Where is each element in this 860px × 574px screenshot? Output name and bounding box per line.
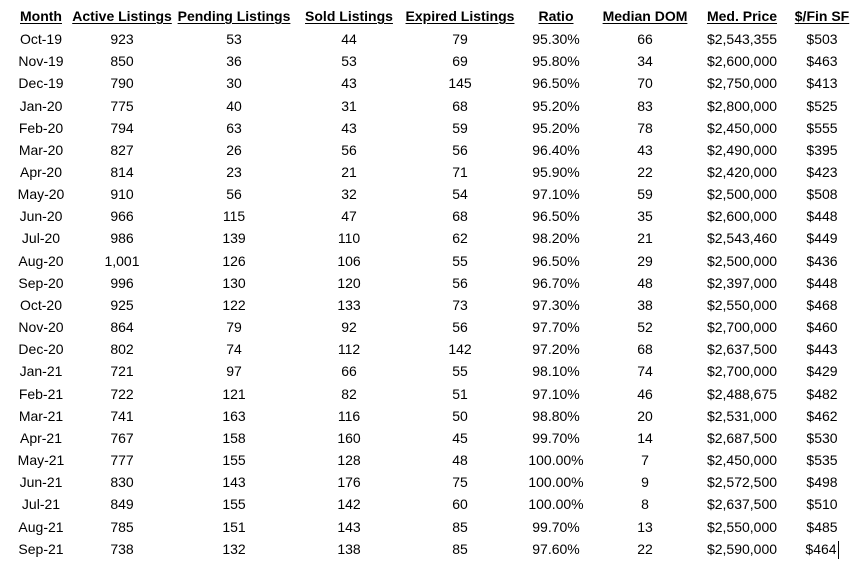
cell-active-listings: 923: [110, 31, 134, 48]
cell-pending-listings: 155: [222, 496, 246, 513]
cell-expired-listings: 145: [448, 75, 472, 92]
cell-pending-listings: 130: [222, 274, 246, 291]
cell-med-price: $2,490,000: [706, 141, 778, 158]
cell-ratio: 97.60%: [532, 540, 580, 557]
cell-med-price: $2,500,000: [706, 186, 778, 203]
cell-med-price: $2,700,000: [706, 363, 778, 380]
cell-active-listings: 721: [110, 363, 134, 380]
cell-price-per-fin-sf: $498: [806, 474, 838, 491]
table-row: [12, 250, 854, 272]
cell-sold-listings: 56: [341, 141, 357, 158]
cell-active-listings: 849: [110, 496, 134, 513]
cell-month: Dec-20: [18, 341, 64, 358]
cell-sold-listings: 21: [341, 164, 357, 181]
table-row: [12, 272, 854, 294]
table-row: [12, 294, 854, 316]
cell-month: Nov-19: [18, 53, 64, 70]
cell-price-per-fin-sf: $436: [806, 252, 838, 269]
cell-month: Apr-21: [19, 429, 63, 446]
cell-price-per-fin-sf: $510: [806, 496, 838, 513]
cell-ratio: 95.20%: [532, 119, 580, 136]
table-row: [12, 493, 854, 515]
cell-median-dom: 13: [637, 518, 653, 535]
cell-ratio: 96.50%: [532, 75, 580, 92]
cell-pending-listings: 97: [226, 363, 242, 380]
cell-med-price: $2,500,000: [706, 252, 778, 269]
cell-active-listings: 738: [110, 540, 134, 557]
cell-month: Sep-20: [18, 274, 64, 291]
cell-median-dom: 29: [637, 252, 653, 269]
cell-median-dom: 74: [637, 363, 653, 380]
cell-expired-listings: 59: [452, 119, 468, 136]
cell-med-price: $2,488,675: [706, 385, 778, 402]
cell-ratio: 100.00%: [528, 496, 584, 513]
cell-expired-listings: 48: [452, 452, 468, 469]
table-row: [12, 50, 854, 72]
cell-med-price: $2,543,460: [706, 230, 778, 247]
cell-expired-listings: 51: [452, 385, 468, 402]
cell-month: Jan-21: [19, 363, 63, 380]
cell-ratio: 95.80%: [532, 53, 580, 70]
cell-ratio: 100.00%: [528, 474, 584, 491]
table-row: [12, 471, 854, 493]
cell-price-per-fin-sf: $535: [806, 452, 838, 469]
cell-median-dom: 78: [637, 119, 653, 136]
cell-expired-listings: 73: [452, 296, 468, 313]
cell-active-listings: 790: [110, 75, 134, 92]
cell-price-per-fin-sf: $468: [806, 296, 838, 313]
cell-sold-listings: 31: [341, 97, 357, 114]
text-cursor: [838, 541, 839, 559]
table-row: [12, 183, 854, 205]
cell-sold-listings: 32: [341, 186, 357, 203]
cell-median-dom: 21: [637, 230, 653, 247]
cell-expired-listings: 68: [452, 208, 468, 225]
cell-expired-listings: 50: [452, 407, 468, 424]
cell-ratio: 95.90%: [532, 164, 580, 181]
cell-ratio: 99.70%: [532, 429, 580, 446]
cell-med-price: $2,450,000: [706, 119, 778, 136]
cell-active-listings: 864: [110, 319, 134, 336]
cell-month: Aug-21: [18, 518, 64, 535]
cell-sold-listings: 116: [337, 407, 361, 424]
cell-expired-listings: 55: [452, 252, 468, 269]
cell-price-per-fin-sf: $413: [806, 75, 838, 92]
cell-median-dom: 38: [637, 296, 653, 313]
cell-median-dom: 83: [637, 97, 653, 114]
cell-month: Feb-20: [18, 119, 64, 136]
cell-med-price: $2,637,500: [706, 496, 778, 513]
cell-price-per-fin-sf: $463: [806, 53, 838, 70]
market-stats-table: [12, 4, 854, 560]
cell-month: Jul-20: [21, 230, 61, 247]
cell-active-listings: 741: [110, 407, 134, 424]
cell-pending-listings: 40: [226, 97, 242, 114]
cell-price-per-fin-sf: $462: [806, 407, 838, 424]
cell-sold-listings: 43: [341, 119, 357, 136]
header-month: Month: [20, 8, 62, 24]
cell-med-price: $2,550,000: [706, 296, 778, 313]
cell-med-price: $2,420,000: [706, 164, 778, 181]
cell-median-dom: 34: [637, 53, 653, 70]
cell-active-listings: 775: [110, 97, 134, 114]
cell-ratio: 97.10%: [532, 186, 580, 203]
cell-pending-listings: 74: [226, 341, 242, 358]
cell-sold-listings: 120: [337, 274, 361, 291]
cell-med-price: $2,637,500: [706, 341, 778, 358]
cell-pending-listings: 139: [222, 230, 246, 247]
cell-expired-listings: 54: [452, 186, 468, 203]
cell-ratio: 96.70%: [532, 274, 580, 291]
header-row: [12, 4, 854, 28]
cell-med-price: $2,531,000: [706, 407, 778, 424]
cell-median-dom: 52: [637, 319, 653, 336]
cell-price-per-fin-sf: $555: [806, 119, 838, 136]
cell-pending-listings: 23: [226, 164, 242, 181]
cell-median-dom: 20: [637, 407, 653, 424]
table-row: [12, 538, 854, 560]
cell-price-per-fin-sf: $443: [806, 341, 838, 358]
cell-sold-listings: 143: [337, 518, 361, 535]
cell-expired-listings: 85: [452, 540, 468, 557]
cell-expired-listings: 60: [452, 496, 468, 513]
cell-ratio: 95.20%: [532, 97, 580, 114]
cell-expired-listings: 85: [452, 518, 468, 535]
cell-median-dom: 14: [637, 429, 653, 446]
cell-expired-listings: 79: [452, 31, 468, 48]
cell-active-listings: 794: [110, 119, 134, 136]
table-row: [12, 227, 854, 249]
cell-median-dom: 35: [637, 208, 653, 225]
cell-pending-listings: 115: [222, 208, 246, 225]
cell-month: Jul-21: [21, 496, 61, 513]
cell-median-dom: 22: [637, 164, 653, 181]
cell-active-listings: 722: [110, 385, 134, 402]
table-row: [12, 360, 854, 382]
cell-pending-listings: 132: [222, 540, 246, 557]
cell-month: Oct-20: [19, 296, 62, 313]
cell-active-listings: 966: [110, 208, 134, 225]
cell-month: Oct-19: [19, 31, 62, 48]
cell-med-price: $2,450,000: [706, 452, 778, 469]
cell-active-listings: 910: [110, 186, 134, 203]
cell-ratio: 95.30%: [532, 31, 580, 48]
cell-ratio: 98.10%: [532, 363, 580, 380]
cell-pending-listings: 121: [222, 385, 246, 402]
table-row: [12, 72, 854, 94]
cell-month: Sep-21: [18, 540, 64, 557]
cell-sold-listings: 128: [337, 452, 361, 469]
cell-med-price: $2,700,000: [706, 319, 778, 336]
cell-month: Jan-20: [19, 97, 63, 114]
cell-med-price: $2,572,500: [706, 474, 778, 491]
cell-pending-listings: 163: [222, 407, 246, 424]
cell-med-price: $2,600,000: [706, 53, 778, 70]
table-row: [12, 427, 854, 449]
cell-expired-listings: 69: [452, 53, 468, 70]
table-row: [12, 205, 854, 227]
cell-pending-listings: 122: [222, 296, 246, 313]
cell-median-dom: 9: [641, 474, 649, 491]
table-row: [12, 338, 854, 360]
cell-sold-listings: 66: [341, 363, 357, 380]
cell-month: May-21: [17, 452, 65, 469]
cell-med-price: $2,397,000: [706, 274, 778, 291]
header-active-listings: Active Listings: [72, 8, 172, 24]
cell-price-per-fin-sf: $448: [806, 208, 838, 225]
cell-sold-listings: 43: [341, 75, 357, 92]
cell-sold-listings: 112: [337, 341, 361, 358]
cell-month: Aug-20: [18, 252, 64, 269]
cell-expired-listings: 75: [452, 474, 468, 491]
cell-pending-listings: 155: [222, 452, 246, 469]
cell-med-price: $2,550,000: [706, 518, 778, 535]
cell-expired-listings: 56: [452, 274, 468, 291]
cell-median-dom: 22: [637, 540, 653, 557]
header-med-price: Med. Price: [706, 8, 778, 24]
cell-ratio: 97.10%: [532, 385, 580, 402]
cell-pending-listings: 30: [226, 75, 242, 92]
cell-active-listings: 1,001: [104, 252, 140, 269]
cell-month: Jun-20: [19, 208, 63, 225]
cell-pending-listings: 53: [226, 31, 242, 48]
table-row: [12, 405, 854, 427]
header-price-per-fin-sf: $/Fin SF: [794, 8, 850, 24]
cell-active-listings: 827: [110, 141, 134, 158]
cell-pending-listings: 56: [226, 186, 242, 203]
cell-expired-listings: 56: [452, 319, 468, 336]
table-row: [12, 383, 854, 405]
cell-pending-listings: 158: [222, 429, 246, 446]
cell-med-price: $2,800,000: [706, 97, 778, 114]
cell-sold-listings: 133: [337, 296, 361, 313]
cell-active-listings: 996: [110, 274, 134, 291]
cell-median-dom: 43: [637, 141, 653, 158]
cell-price-per-fin-sf: $460: [806, 319, 838, 336]
cell-ratio: 97.30%: [532, 296, 580, 313]
cell-pending-listings: 36: [226, 53, 242, 70]
cell-expired-listings: 142: [448, 341, 472, 358]
table-row: [12, 515, 854, 537]
cell-median-dom: 46: [637, 385, 653, 402]
cell-ratio: 98.20%: [532, 230, 580, 247]
table-row: [12, 117, 854, 139]
cell-month: Mar-20: [18, 141, 64, 158]
cell-sold-listings: 92: [341, 319, 357, 336]
cell-price-per-fin-sf: $423: [806, 164, 838, 181]
header-ratio: Ratio: [538, 8, 574, 24]
table-row: [12, 449, 854, 471]
cell-sold-listings: 106: [337, 252, 361, 269]
cell-month: May-20: [17, 186, 65, 203]
cell-price-per-fin-sf: $449: [806, 230, 838, 247]
cell-month: Jun-21: [19, 474, 63, 491]
cell-sold-listings: 176: [337, 474, 361, 491]
header-expired-listings: Expired Listings: [405, 8, 515, 24]
cell-expired-listings: 55: [452, 363, 468, 380]
cell-ratio: 99.70%: [532, 518, 580, 535]
cell-median-dom: 66: [637, 31, 653, 48]
cell-median-dom: 59: [637, 186, 653, 203]
cell-med-price: $2,543,355: [706, 31, 778, 48]
cell-ratio: 96.40%: [532, 141, 580, 158]
cell-med-price: $2,600,000: [706, 208, 778, 225]
cell-price-per-fin-sf: $508: [806, 186, 838, 203]
cell-sold-listings: 160: [337, 429, 361, 446]
cell-expired-listings: 45: [452, 429, 468, 446]
table-row: [12, 94, 854, 116]
cell-pending-listings: 126: [222, 252, 246, 269]
cell-sold-listings: 138: [337, 540, 361, 557]
cell-pending-listings: 151: [222, 518, 246, 535]
cell-price-per-fin-sf: $448: [806, 274, 838, 291]
cell-active-listings: 777: [110, 452, 134, 469]
cell-active-listings: 986: [110, 230, 134, 247]
cell-month: Feb-21: [18, 385, 64, 402]
cell-active-listings: 830: [110, 474, 134, 491]
cell-sold-listings: 110: [337, 230, 361, 247]
table-row: [12, 316, 854, 338]
table-row: [12, 28, 854, 50]
cell-price-per-fin-sf: $503: [806, 31, 838, 48]
cell-sold-listings: 142: [337, 496, 361, 513]
cell-median-dom: 68: [637, 341, 653, 358]
cell-price-per-fin-sf: $530: [806, 429, 838, 446]
table-body: [12, 28, 854, 560]
cell-pending-listings: 79: [226, 319, 242, 336]
cell-price-per-fin-sf: $482: [806, 385, 838, 402]
cell-expired-listings: 68: [452, 97, 468, 114]
cell-price-per-fin-sf: $464: [790, 538, 854, 560]
cell-price-per-fin-sf: $485: [806, 518, 838, 535]
cell-active-listings: 850: [110, 53, 134, 70]
cell-expired-listings: 56: [452, 141, 468, 158]
cell-med-price: $2,590,000: [706, 540, 778, 557]
cell-pending-listings: 63: [226, 119, 242, 136]
cell-ratio: 97.70%: [532, 319, 580, 336]
table-row: [12, 139, 854, 161]
cell-active-listings: 785: [110, 518, 134, 535]
cell-pending-listings: 26: [226, 141, 242, 158]
cell-active-listings: 802: [110, 341, 134, 358]
cell-sold-listings: 82: [341, 385, 357, 402]
cell-median-dom: 48: [637, 274, 653, 291]
cell-median-dom: 7: [641, 452, 649, 469]
cell-sold-listings: 47: [341, 208, 357, 225]
cell-sold-listings: 53: [341, 53, 357, 70]
cell-ratio: 96.50%: [532, 208, 580, 225]
cell-active-listings: 925: [110, 296, 134, 313]
cell-pending-listings: 143: [222, 474, 246, 491]
cell-active-listings: 767: [110, 429, 134, 446]
cell-med-price: $2,750,000: [706, 75, 778, 92]
cell-month: Mar-21: [18, 407, 64, 424]
cell-month: Dec-19: [18, 75, 64, 92]
cell-ratio: 96.50%: [532, 252, 580, 269]
cell-price-per-fin-sf: $395: [806, 141, 838, 158]
header-median-dom: Median DOM: [602, 8, 688, 24]
header-pending-listings: Pending Listings: [177, 8, 291, 24]
cell-month: Nov-20: [18, 319, 64, 336]
cell-median-dom: 8: [641, 496, 649, 513]
cell-active-listings: 814: [110, 164, 134, 181]
cell-expired-listings: 71: [452, 164, 468, 181]
cell-median-dom: 70: [637, 75, 653, 92]
cell-med-price: $2,687,500: [706, 429, 778, 446]
header-sold-listings: Sold Listings: [305, 8, 393, 24]
cell-price-per-fin-sf: $525: [806, 97, 838, 114]
cell-ratio: 98.80%: [532, 407, 580, 424]
cell-sold-listings: 44: [341, 31, 357, 48]
cell-price-per-fin-sf: $429: [806, 363, 838, 380]
cell-month: Apr-20: [19, 164, 63, 181]
cell-expired-listings: 62: [452, 230, 468, 247]
cell-ratio: 97.20%: [532, 341, 580, 358]
cell-ratio: 100.00%: [528, 452, 584, 469]
table-row: [12, 161, 854, 183]
